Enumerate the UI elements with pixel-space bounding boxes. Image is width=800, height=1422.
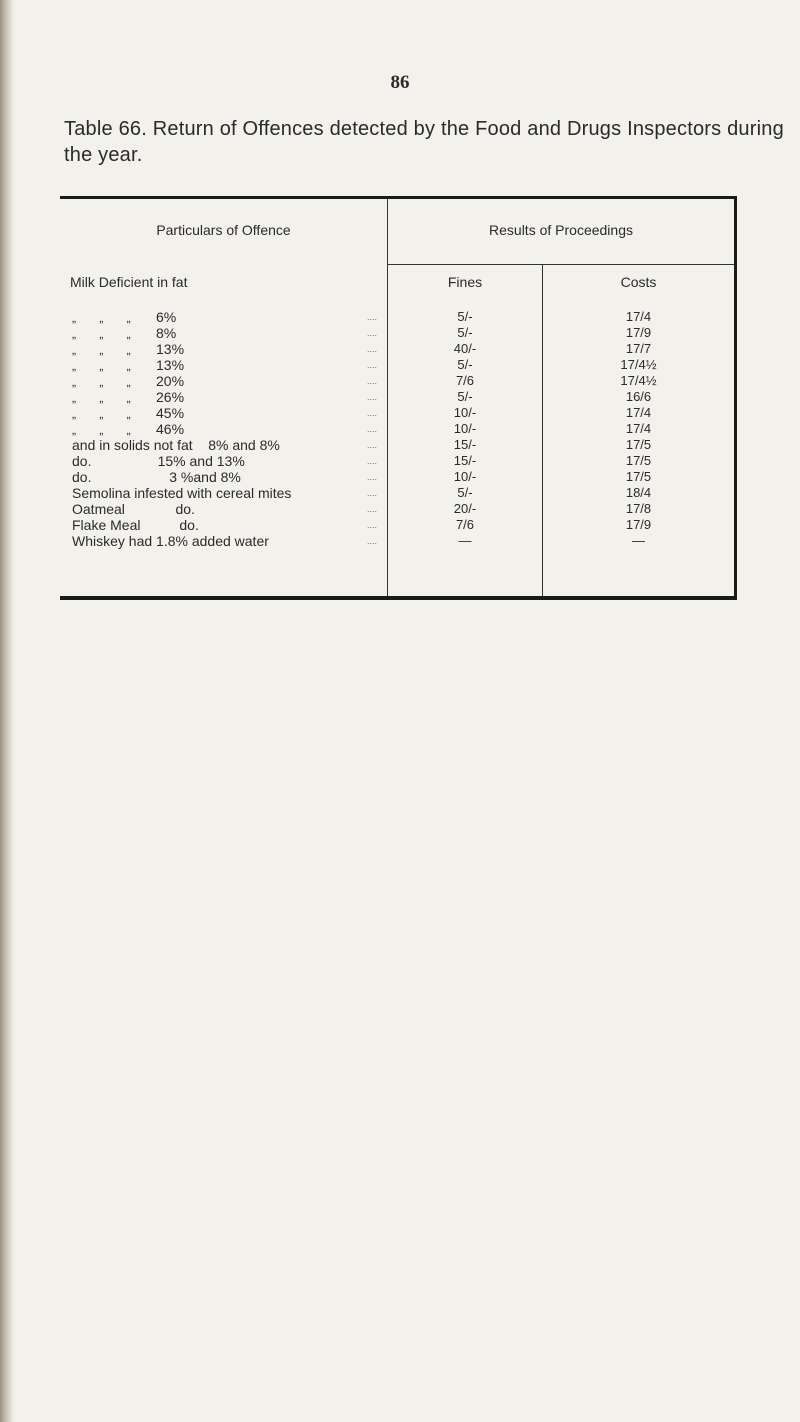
fine-cell: 5/-: [457, 325, 473, 340]
offences-table: [60, 196, 737, 600]
cost-cell: 18/4: [625, 485, 652, 500]
ditto-marks: „ „ „: [72, 311, 141, 325]
leader-dots: ....: [367, 456, 378, 466]
leader-dots: ....: [367, 440, 378, 450]
leader-dots: ....: [367, 376, 378, 386]
cost-cell: 17/9: [625, 325, 652, 340]
cost-cell: 17/4: [625, 421, 652, 436]
cost-cell: 17/8: [625, 501, 652, 516]
particular-text: 8%: [156, 325, 177, 341]
fine-cell: 7/6: [455, 373, 475, 388]
table-body: [60, 309, 734, 549]
table-row: [60, 373, 734, 389]
table-row: [60, 389, 734, 405]
particular-cell: [72, 373, 372, 390]
fine-cell: 7/6: [455, 517, 475, 532]
particular-cell: [72, 341, 372, 358]
fine-cell: 5/-: [457, 309, 473, 324]
fine-cell: 10/-: [453, 421, 477, 436]
table-row: [60, 405, 734, 421]
fine-cell: 40/-: [453, 341, 477, 356]
table-row: [60, 421, 734, 437]
fine-cell: 10/-: [453, 405, 477, 420]
table-row: [60, 501, 734, 517]
cost-cell: 17/4: [625, 309, 652, 324]
particular-text: 13%: [156, 357, 185, 373]
fine-cell: 15/-: [453, 437, 477, 452]
header-particulars: Particulars of Offence: [156, 222, 291, 238]
results-header-rule: [387, 264, 734, 265]
ditto-marks: „ „ „: [72, 375, 141, 389]
particular-cell: Semolina infested with cereal mites: [72, 485, 292, 501]
particular-cell: [72, 421, 372, 438]
particular-text: 46%: [156, 421, 185, 437]
particular-cell: [72, 357, 372, 374]
particular-cell: do. 15% and 13%: [72, 453, 245, 469]
fine-cell: 15/-: [453, 453, 477, 468]
fine-cell: —: [458, 533, 472, 548]
particular-text: 45%: [156, 405, 185, 421]
header-fines: Fines: [447, 274, 483, 290]
leader-dots: ....: [367, 536, 378, 546]
ditto-marks: „ „ „: [72, 359, 141, 373]
cost-cell: 17/4½: [620, 373, 657, 388]
header-costs: Costs: [620, 274, 657, 290]
ditto-marks: „ „ „: [72, 343, 141, 357]
particular-text: 13%: [156, 341, 185, 357]
table-row: [60, 309, 734, 325]
leader-dots: ....: [367, 328, 378, 338]
table-row: [60, 453, 734, 469]
table-row: [60, 469, 734, 485]
particular-cell: [72, 309, 372, 326]
cost-cell: 17/5: [625, 453, 652, 468]
particular-cell: Oatmeal do.: [72, 501, 195, 517]
cost-cell: 17/4½: [620, 357, 657, 372]
particular-text: 6%: [156, 309, 177, 325]
leader-dots: ....: [367, 472, 378, 482]
leader-dots: ....: [367, 408, 378, 418]
fine-cell: 10/-: [453, 469, 477, 484]
page-edge-shadow: [0, 0, 14, 1422]
ditto-marks: „ „ „: [72, 327, 141, 341]
table-caption: Table 66. Return of Offences detected by the Food and Drugs Inspectors during the year.: [64, 118, 784, 166]
table-row: [60, 437, 734, 453]
cost-cell: 17/5: [625, 469, 652, 484]
particular-cell: [72, 405, 372, 422]
particular-cell: Flake Meal do.: [72, 517, 199, 533]
fine-cell: 5/-: [457, 357, 473, 372]
leader-dots: ....: [367, 360, 378, 370]
fine-cell: 5/-: [457, 389, 473, 404]
table-row: [60, 533, 734, 549]
cost-cell: 17/4: [625, 405, 652, 420]
ditto-marks: „ „ „: [72, 423, 141, 437]
cost-cell: 17/5: [625, 437, 652, 452]
leader-dots: ....: [367, 312, 378, 322]
particular-cell: [72, 325, 372, 342]
cost-cell: —: [632, 533, 645, 548]
particular-cell: do. 3 %and 8%: [72, 469, 241, 485]
leader-dots: ....: [367, 344, 378, 354]
particular-cell: and in solids not fat 8% and 8%: [72, 437, 280, 453]
table-row: [60, 485, 734, 501]
cost-cell: 17/9: [625, 517, 652, 532]
table-row: [60, 325, 734, 341]
header-milk-group: Milk Deficient in fat: [70, 274, 188, 290]
cost-cell: 16/6: [625, 389, 652, 404]
table-row: [60, 357, 734, 373]
table-row: [60, 341, 734, 357]
cost-cell: 17/7: [625, 341, 652, 356]
table-row: [60, 517, 734, 533]
leader-dots: ....: [367, 520, 378, 530]
ditto-marks: „ „ „: [72, 391, 141, 405]
leader-dots: ....: [367, 424, 378, 434]
ditto-marks: „ „ „: [72, 407, 141, 421]
particular-text: 20%: [156, 373, 185, 389]
particular-text: 26%: [156, 389, 185, 405]
leader-dots: ....: [367, 504, 378, 514]
leader-dots: ....: [367, 392, 378, 402]
particular-cell: [72, 389, 372, 406]
particular-cell: Whiskey had 1.8% added water: [72, 533, 269, 549]
leader-dots: ....: [367, 488, 378, 498]
fine-cell: 5/-: [457, 485, 473, 500]
fine-cell: 20/-: [453, 501, 477, 516]
page-number: 86: [390, 72, 410, 93]
header-results: Results of Proceedings: [489, 222, 633, 238]
